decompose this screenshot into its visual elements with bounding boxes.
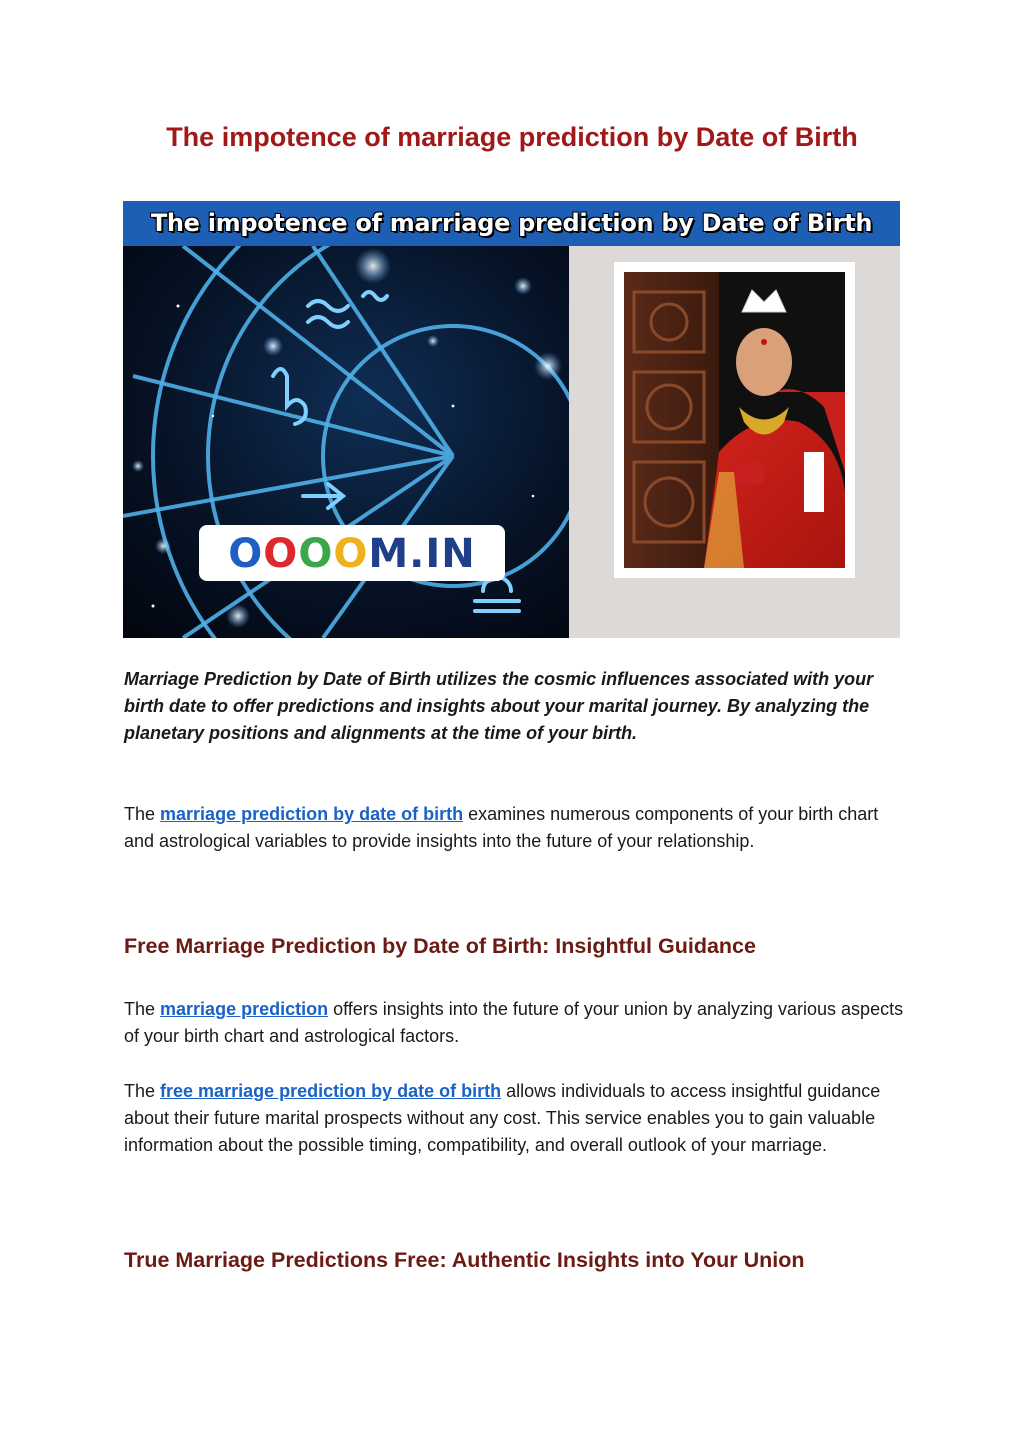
paragraph-2-prefix: The: [124, 999, 161, 1019]
oooom-logo: [199, 525, 505, 581]
marriage-prediction-link[interactable]: marriage prediction: [160, 999, 329, 1019]
paragraph-3: [124, 1078, 904, 1159]
paragraph-1: [124, 801, 904, 855]
photo-frame: [614, 262, 855, 578]
banner-image: [123, 201, 900, 638]
paragraph-2-suffix: offers insights into the future of your union by analyzing various aspects of your birth chart and astrological factors.: [124, 999, 904, 1046]
section-heading-true-predictions: True Marriage Predictions Free: Authentic Insights into Your Union: [124, 1248, 805, 1272]
banner-heading: The impotence of marriage prediction by Date of Birth: [150, 209, 873, 237]
bride-photo-panel: [569, 246, 900, 638]
section-heading-free-prediction: Free Marriage Prediction by Date of Birth: Insightful Guidance: [124, 934, 756, 958]
paragraph-1-prefix: The: [124, 804, 161, 824]
paragraph-2: [124, 996, 904, 1050]
page-title: The impotence of marriage prediction by Date of Birth: [166, 122, 858, 152]
intro-paragraph: Marriage Prediction by Date of Birth utilizes the cosmic influences associated with your birth date to offer predictions and insights about your marital journey. By analyzing the planetary positions and alignments at the time of your birth.: [124, 669, 874, 743]
banner-heading-bar: [123, 201, 900, 246]
paragraph-1-suffix: examines numerous components of your birth chart and astrological variables to provide insights into the future of your relationship.: [124, 804, 879, 851]
oooom-logo-text: OOOOM.IN: [228, 531, 476, 577]
zodiac-wheel-image: [123, 246, 569, 638]
marriage-prediction-dob-link[interactable]: marriage prediction by date of birth: [160, 804, 464, 824]
paragraph-3-suffix: allows individuals to access insightful guidance about their future marital prospects without any cost. This service enables you to gain valuable information about the possible timing, compatibility, and overall outlook of your marriage.: [124, 1081, 881, 1155]
bride-photo: [624, 272, 845, 568]
free-marriage-prediction-link[interactable]: free marriage prediction by date of birth: [160, 1081, 502, 1101]
paragraph-3-prefix: The: [124, 1081, 161, 1101]
